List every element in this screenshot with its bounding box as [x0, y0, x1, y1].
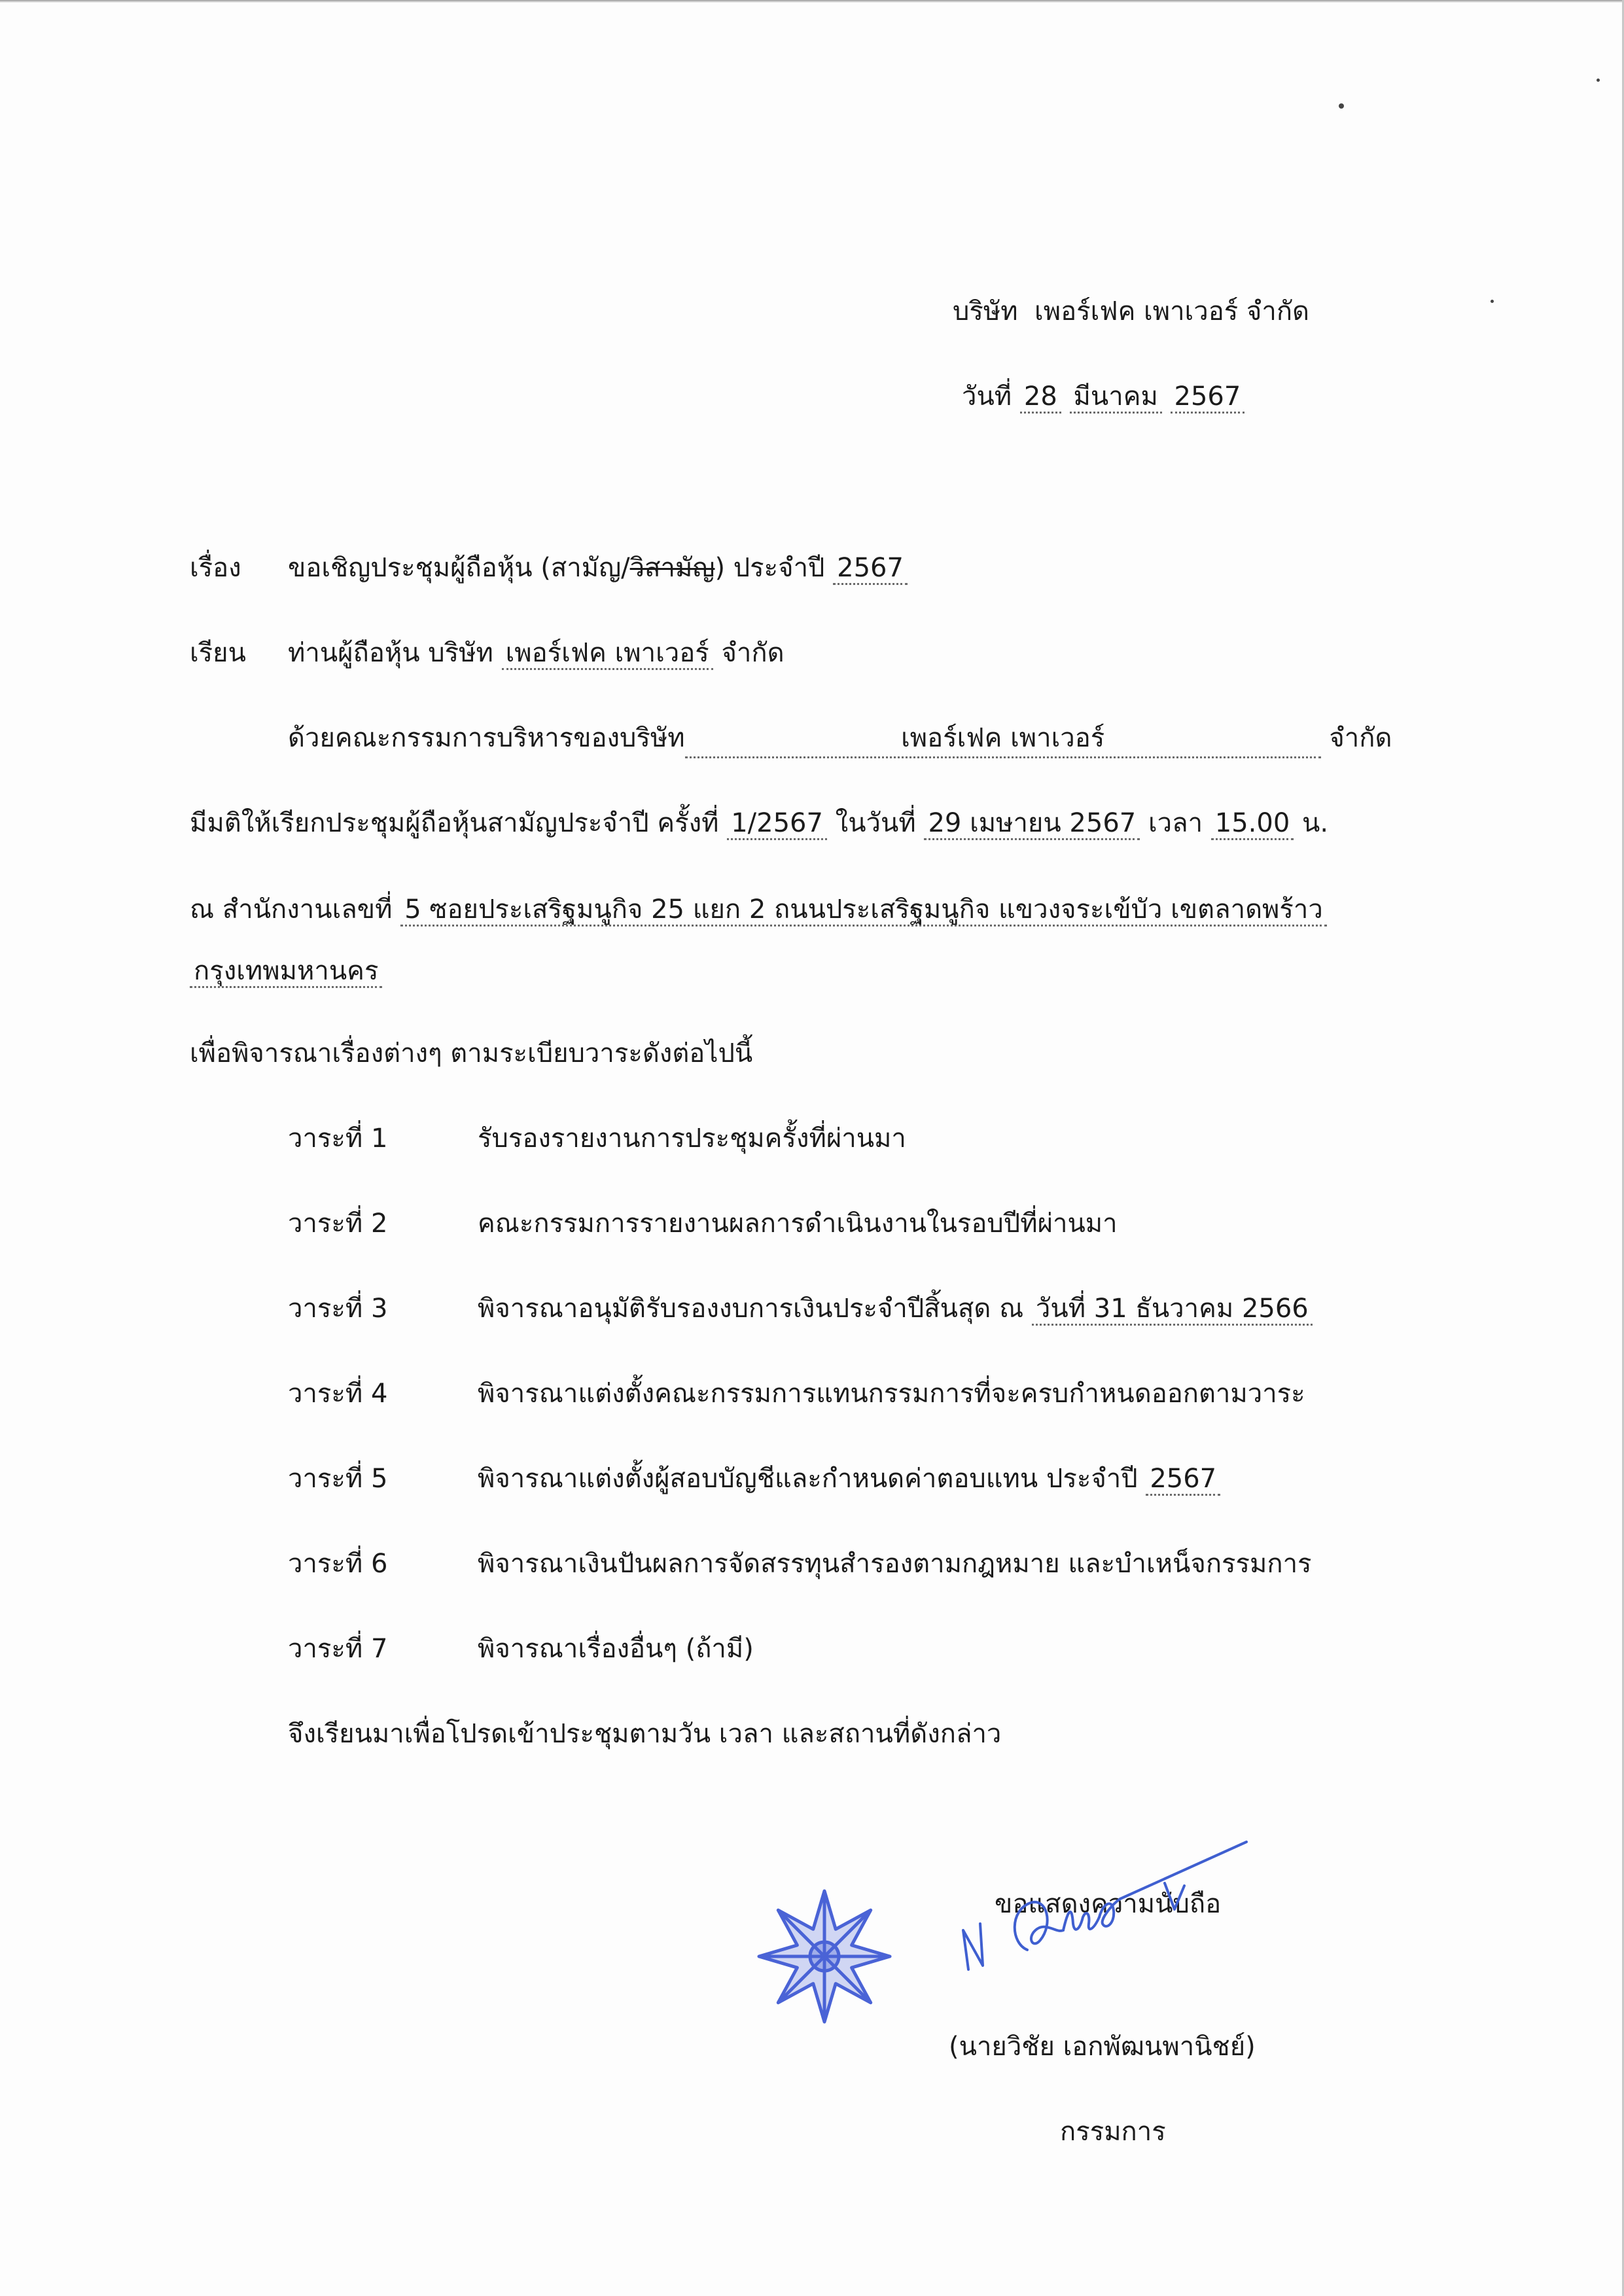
- agenda-number: วาระที่ 2: [288, 1209, 388, 1239]
- board-suffix: จำกัด: [1329, 723, 1392, 753]
- board-text: ด้วยคณะกรรมการบริหารของบริษัท: [288, 723, 685, 753]
- meeting-session: 1/2567: [727, 808, 827, 840]
- company-name: เพอร์เฟค เพาเวอร์ จำกัด: [1034, 296, 1310, 327]
- recipient-text-before: ท่านผู้ถือหุ้น บริษัท: [288, 638, 502, 668]
- company-prefix: บริษัท: [953, 296, 1018, 327]
- agenda-item-text: [478, 1120, 906, 1157]
- meeting-date: 29 เมษายน 2567: [924, 808, 1140, 840]
- date-year: 2567: [1171, 381, 1245, 414]
- header-company: [953, 293, 1309, 330]
- subject-text-before: ขอเชิญประชุมผู้ถือหุ้น (สามัญ/: [288, 553, 630, 583]
- agenda-number: วาระที่ 3: [288, 1294, 388, 1324]
- agenda-number: วาระที่ 4: [288, 1379, 388, 1409]
- agenda-item-2-text: คณะกรรมการรายงานผลการดำเนินงานในรอบปีที่ผ่านมา: [478, 1209, 1118, 1239]
- subject-text-after: ) ประจำปี: [715, 553, 834, 583]
- agenda-number: วาระที่ 1: [288, 1123, 388, 1154]
- agenda-number: วาระที่ 6: [288, 1549, 388, 1579]
- scan-speck: [1491, 300, 1494, 303]
- subject-label: เรื่อง: [190, 553, 241, 583]
- recipient-company: เพอร์เฟค เพาเวอร์: [502, 638, 713, 670]
- location-prefix: ณ สำนักงานเลขที่: [190, 894, 401, 925]
- agenda-item-5-year: 2567: [1146, 1464, 1220, 1496]
- agenda-number: วาระที่ 7: [288, 1634, 388, 1664]
- seal-center: [810, 1942, 839, 1971]
- agenda-item-3-date: วันที่ 31 ธันวาคม 2566: [1032, 1294, 1313, 1326]
- agenda-item-text: [478, 1631, 754, 1667]
- resolution-text-1: มีมติให้เรียกประชุมผู้ถือหุ้นสามัญประจำปี ครั้งที่: [190, 808, 728, 838]
- paragraph-resolution: [190, 805, 1328, 841]
- resolution-text-4: น.: [1294, 808, 1329, 838]
- board-company-fill: [685, 720, 1321, 758]
- agenda-item-text: [478, 1290, 1313, 1327]
- subject-text: [288, 550, 908, 586]
- agenda-item-5-text: พิจารณาแต่งตั้งผู้สอบบัญชีและกำหนดค่าตอบแทน ประจำปี: [478, 1464, 1146, 1494]
- agenda-item-7-text: พิจารณาเรื่องอื่นๆ (ถ้ามี): [478, 1634, 754, 1664]
- resolution-text-2: ในวันที่: [826, 808, 925, 838]
- location-address: 5 ซอยประเสริฐมนูกิจ 25 แยก 2 ถนนประเสริฐมนูกิจ แขวงจระเข้บัว เขตลาดพร้าว: [400, 894, 1327, 927]
- regards-text: ขอแสดงความนับถือ: [995, 1889, 1222, 1919]
- signer-position: กรรมการ: [1060, 2117, 1166, 2147]
- resolution-text-3: เวลา: [1140, 808, 1211, 838]
- handwritten-signature: [949, 1826, 1276, 2022]
- date-prefix: วันที่: [962, 381, 1012, 412]
- agenda-item-4-text: พิจารณาแต่งตั้งคณะกรรมการแทนกรรมการที่จะครบกำหนดออกตามวาระ: [478, 1379, 1305, 1409]
- agenda-item-6-text: พิจารณาเงินปันผลการจัดสรรทุนสำรองตามกฎหมาย และบำเหน็จกรรมการ: [478, 1549, 1312, 1579]
- meeting-time: 15.00: [1211, 808, 1294, 840]
- agenda-item-text: [478, 1375, 1305, 1412]
- agenda-intro: เพื่อพิจารณาเรื่องต่างๆ ตามระเบียบวาระดังต่อไปนี้: [190, 1038, 753, 1069]
- recipient-text-after: จำกัด: [713, 638, 785, 668]
- recipient-text: [288, 635, 785, 671]
- scan-speck: [1597, 79, 1600, 82]
- subject-year: 2567: [833, 553, 908, 585]
- subject-struck-word: วิสามัญ: [629, 553, 715, 583]
- date-month: มีนาคม: [1070, 381, 1162, 414]
- agenda-number: วาระที่ 5: [288, 1464, 388, 1494]
- scan-speck: [1339, 103, 1344, 109]
- company-seal: [752, 1884, 896, 2028]
- location-city: กรุงเทพมหานคร: [190, 956, 382, 988]
- signer-name: (นายวิชัย เอกพัฒนพานิชย์): [949, 2032, 1256, 2062]
- paragraph-location: [190, 891, 1327, 928]
- location-line-2: [190, 953, 382, 989]
- paragraph-board: [288, 720, 1392, 758]
- agenda-item-text: [478, 1460, 1220, 1497]
- closing-text: จึงเรียนมาเพื่อโปรดเข้าประชุมตามวัน เวลา และสถานที่ดังกล่าว: [288, 1719, 1002, 1749]
- board-company: เพอร์เฟค เพาเวอร์: [901, 723, 1105, 753]
- agenda-item-3-text: พิจารณาอนุมัติรับรองงบการเงินประจำปีสิ้นสุด ณ: [478, 1294, 1032, 1324]
- scan-edge-top: [0, 0, 1624, 3]
- recipient-label: เรียน: [190, 638, 246, 668]
- agenda-item-text: [478, 1205, 1118, 1242]
- date-day: 28: [1020, 381, 1061, 414]
- header-date: [962, 378, 1244, 415]
- agenda-item-text: [478, 1545, 1312, 1582]
- agenda-item-1-text: รับรองรายงานการประชุมครั้งที่ผ่านมา: [478, 1123, 906, 1154]
